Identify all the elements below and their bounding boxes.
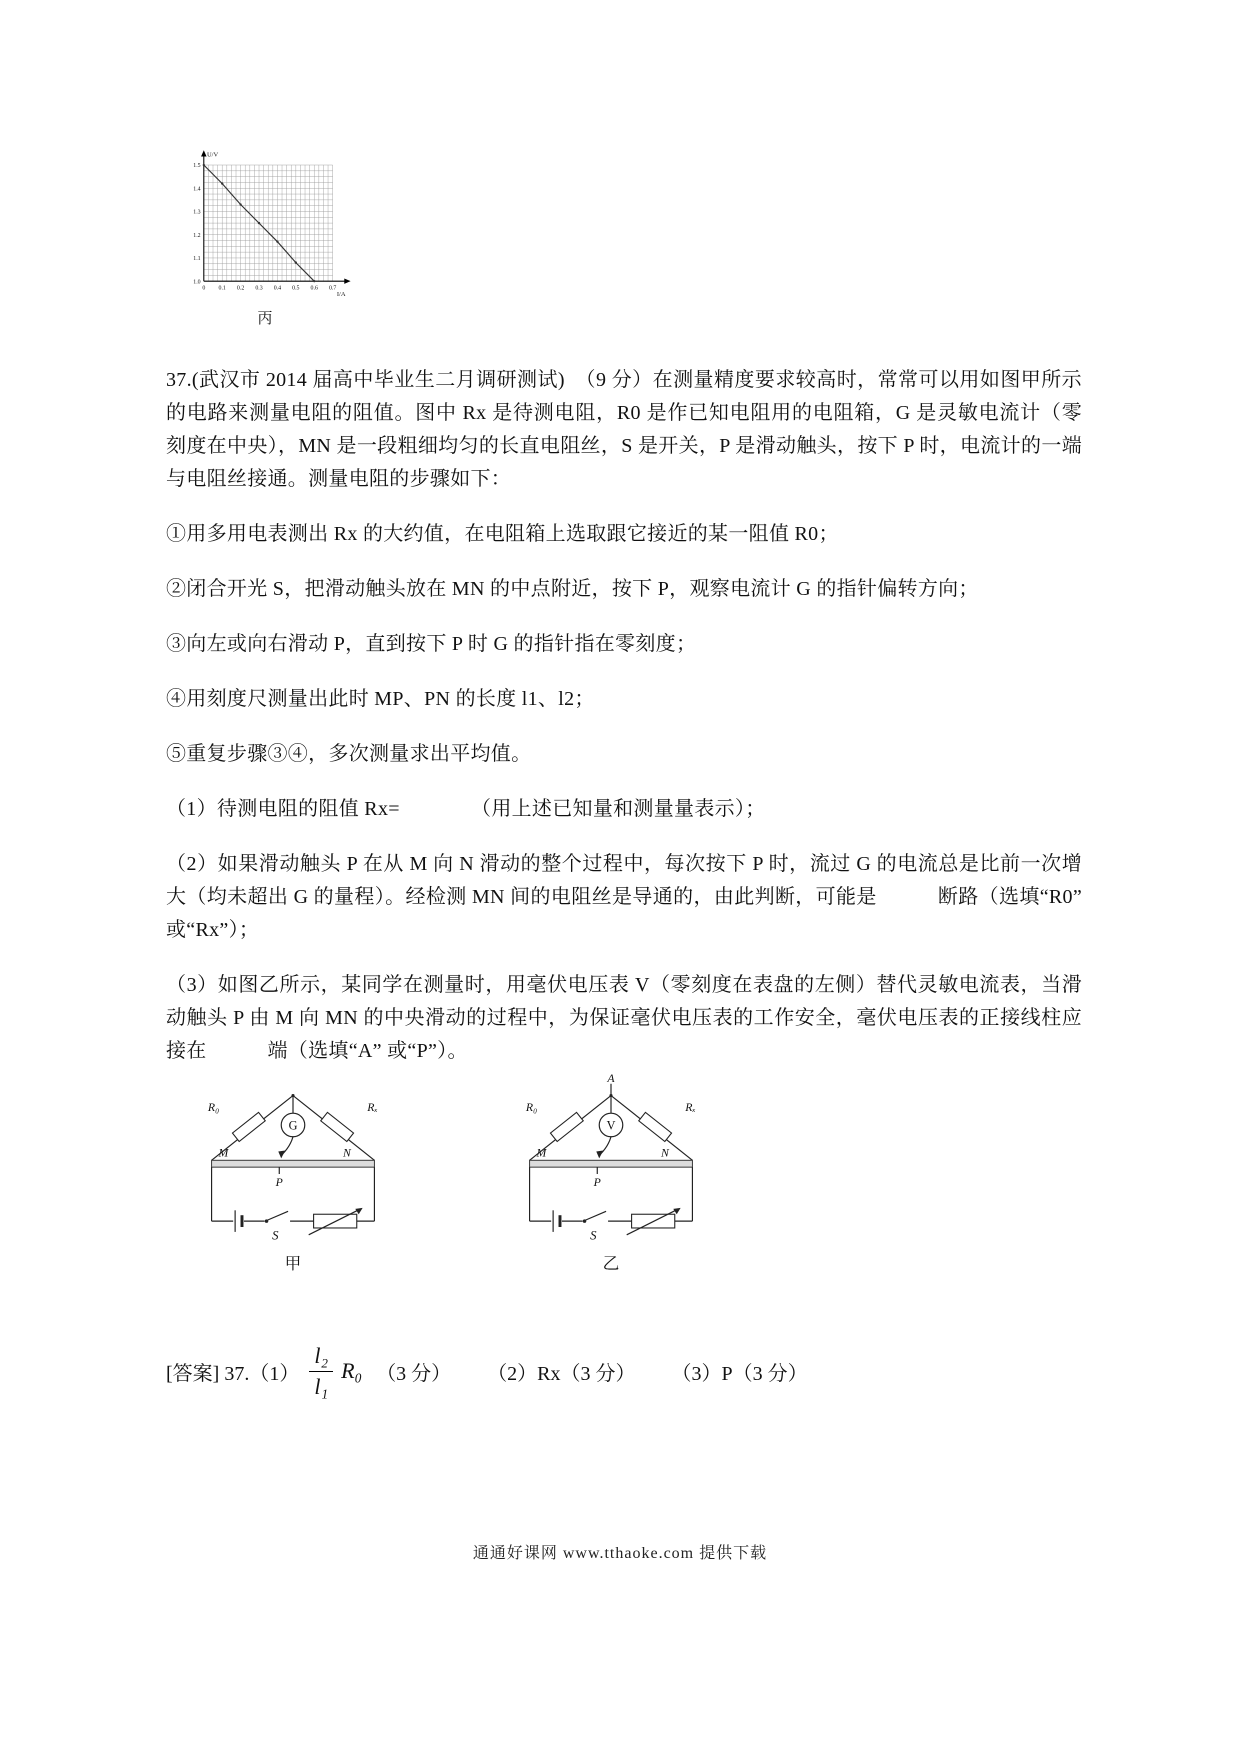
label-p: P	[593, 1175, 601, 1189]
svg-text:1.0: 1.0	[193, 279, 201, 286]
circuit-figures	[180, 1072, 724, 1278]
svg-text:1.2: 1.2	[193, 232, 201, 239]
question-step: ①用多用电表测出 Rx 的大约值，在电阻箱上选取跟它接近的某一阻值 R0；	[166, 523, 839, 545]
label-n: N	[343, 1146, 351, 1160]
sub-question-2: （2）如果滑动触头 P 在从 M 向 N 滑动的整个过程中，每次按下 P 时，流过 G 的电流总是比前一次增大（均未超出 G 的量程）。经检测 MN 间的电阻丝是导通的，由此判断，可能是 断路（选填“R0” 或“Rx”）；	[166, 853, 1082, 941]
uv-line-chart	[170, 146, 358, 307]
svg-text:0.3: 0.3	[255, 285, 263, 292]
circuit-diagram-jia	[180, 1072, 406, 1278]
svg-text:I/A: I/A	[336, 290, 346, 298]
answer-part-2: （2）Rx（3 分）	[487, 1362, 636, 1385]
label-n: N	[661, 1146, 669, 1160]
answer-prefix: [答案] 37.（1）	[166, 1362, 300, 1385]
svg-text:U/V: U/V	[206, 151, 219, 159]
label-m: M	[218, 1146, 229, 1160]
svg-text:0.2: 0.2	[236, 285, 245, 292]
question-step: ⑤重复步骤③④，多次测量求出平均值。	[166, 743, 532, 765]
svg-text:0: 0	[202, 285, 206, 292]
svg-text:0.1: 0.1	[218, 285, 226, 292]
meter-label: G	[288, 1118, 298, 1133]
label-s: S	[272, 1228, 279, 1243]
switch-lever	[585, 1211, 606, 1220]
answer-part-3: （3）P（3 分）	[671, 1362, 808, 1385]
question-block	[166, 364, 1082, 1090]
label-s: S	[590, 1228, 597, 1243]
circuit-caption: 乙	[602, 1254, 620, 1274]
meter-label: V	[606, 1118, 616, 1133]
circuit-caption: 甲	[284, 1254, 302, 1274]
svg-text:1.5: 1.5	[193, 163, 201, 170]
svg-text:0.6: 0.6	[310, 285, 318, 292]
svg-text:1.3: 1.3	[193, 209, 201, 216]
apex-label: A	[607, 1072, 615, 1085]
answer-coefficient: R₀	[341, 1358, 363, 1383]
fraction-denominator: l₁	[314, 1373, 329, 1399]
question-step: ④用刻度尺测量出此时 MP、PN 的长度 l1、l2；	[166, 688, 595, 710]
sub-question-1: （1）待测电阻的阻值 Rx= （用上述已知量和测量量表示）；	[166, 798, 766, 820]
question-step: ②闭合开光 S，把滑动触头放在 MN 的中点附近，按下 P，观察电流计 G 的指针偏转方向；	[166, 578, 979, 600]
resistor-r0-label: R₀	[525, 1101, 538, 1115]
answer-score-1: （3 分）	[376, 1362, 452, 1385]
svg-text:1.4: 1.4	[193, 186, 201, 193]
svg-text:0.7: 0.7	[328, 285, 337, 292]
resistor-rx-label: Rₓ	[685, 1101, 696, 1115]
question-intro: 37.(武汉市 2014 届高中毕业生二月调研测试) （9 分）在测量精度要求较高时，常常可以用如图甲所示的电路来测量电阻的阻值。图中 Rx 是待测电阻，R0 是作已知电阻用的电阻箱，G 是灵敏电流计（零刻度在中央），MN 是一段粗细均匀的长直电阻丝，S 是开关，P 是滑动触头，按下 P 时，电流计的一端与电阻丝接通。测量电阻的步骤如下：	[166, 369, 1082, 490]
svg-text:1.1: 1.1	[193, 256, 201, 263]
svg-text:0.5: 0.5	[292, 285, 300, 292]
chart-caption: 丙	[257, 310, 273, 327]
answer-line	[166, 1342, 808, 1400]
resistor-rx-label: Rₓ	[367, 1101, 378, 1115]
sub-question-3: （3）如图乙所示，某同学在测量时，用毫伏电压表 V（零刻度在表盘的左侧）替代灵敏电流表，当滑动触头 P 由 M 向 MN 的中央滑动的过程中，为保证毫伏电压表的工作安全，毫伏电压表的正接线柱应接在 端（选填“A” 或“P”）。	[166, 974, 1082, 1062]
label-p: P	[275, 1175, 283, 1189]
label-m: M	[536, 1146, 547, 1160]
svg-text:0.4: 0.4	[273, 285, 282, 292]
question-step: ③向左或向右滑动 P，直到按下 P 时 G 的指针指在零刻度；	[166, 633, 697, 655]
answer-fraction	[309, 1342, 333, 1400]
site-footer: 通通好课网 www.tthaoke.com 提供下载	[472, 1545, 768, 1562]
uv-graph-figure	[170, 146, 360, 328]
switch-lever	[267, 1211, 288, 1220]
fraction-numerator: l₂	[309, 1342, 333, 1372]
circuit-diagram-yi	[498, 1072, 724, 1278]
resistor-r0-label: R₀	[207, 1101, 220, 1115]
